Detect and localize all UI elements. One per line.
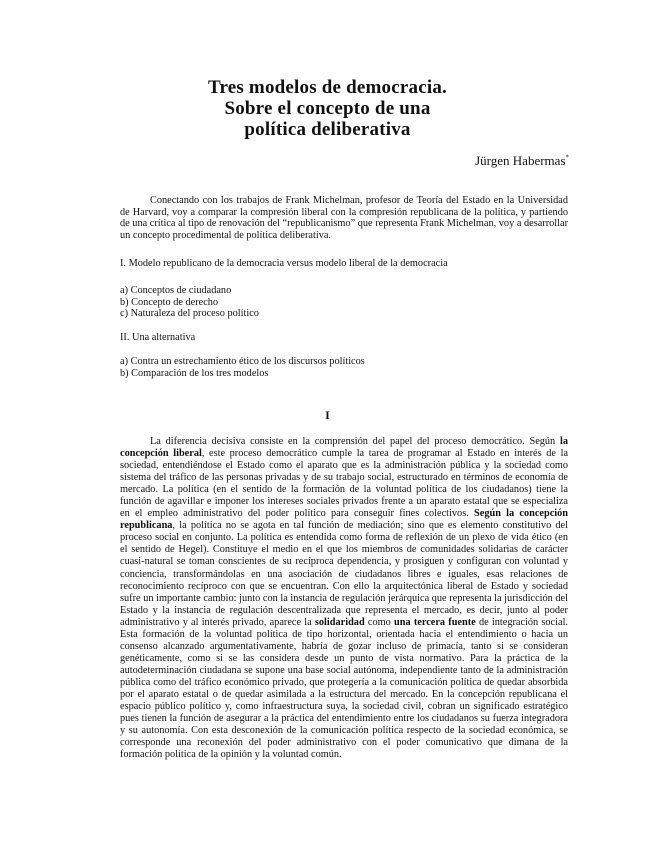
section-numeral: I bbox=[325, 408, 330, 422]
toc-part2-heading: II. Una alternativa bbox=[120, 332, 196, 343]
author-name: Jürgen Habermas bbox=[475, 153, 566, 168]
body-bold-term: solidaridad bbox=[314, 616, 365, 628]
toc-part2-item: b) Comparación de los tres modelos bbox=[120, 367, 269, 379]
toc-part1-heading: I. Modelo republicano de la democracia versus modelo liberal de la democracia bbox=[120, 258, 448, 269]
author-footnote-mark: * bbox=[565, 153, 569, 162]
body-text-segment: , este proceso democrático cumple la tarea de programar al Estado en interés de la sociedad, entendiéndose el Estado como el aparato que es la administración pública y la sociedad como sistema del tráfico de las personas privadas y de su trabajo social, estructurado en términos de economía de mercado. La política (en el sentido de la formación de la voluntad política de los ciudadanos) tiene la función de agavillar e imponer los intereses sociales privados frente a un aparato estatal que se especializa en el empleo administrativo del poder político para conseguir fines colectivos. bbox=[120, 448, 569, 520]
body-text-segment: , la política no se agota en tal función de mediación; sino que es elemento constitutivo del proceso social en conjunto. La política es entendida como forma de reflexión de un plexo de vida ético (en el sentido de Hegel). Constituye el medio en el que los miembros de comunidades solidarias de carácter cuasi-natural se toman conscientes de su recíproca dependencia, y prosiguen y configuran con voluntad y conciencia, transformándolas en una asociación de ciudadanos libres e iguales, esas relaciones de reconocimiento recíproco con que se encuentran. Con ello la arquitectónica liberal de Estado y sociedad sufre un importante cambio: junto con la instancia de regulación jerárquica que representa la jurisdicción del Estado y la instancia de regulación descentralizada que representa el mercado, es decir, junto al poder administrativo y al interés privado, aparece la bbox=[120, 520, 568, 628]
author-byline bbox=[475, 153, 569, 169]
body-bold-term: la concepción liberal bbox=[120, 436, 568, 460]
body-bold-term: Según la concepción republicana bbox=[120, 508, 568, 532]
body-text-segment: de integración social. Esta formación de la voluntad política de tipo horizontal, orientada hacia el entendimiento o hacia un consenso alcanzado argumentativamente, habría de gozar incluso de primacía, tanto si se consideran genéticamente, como si se las considera desde un punto de vista normativo. Para la práctica de la autodeterminación ciudadana se supone una base social autónoma, independiente tanto de la administración pública como del tráfico económico privado, que protegería a la comunicación política de quedar absorbida por el aparato estatal o de quedar asimilada a la estructura del mercado. En la concepción republicana el espacio público político y, como infraestructura suya, la sociedad civil, cobran un significado estratégico pues tienen la función de asegurar a la práctica del entendimiento entre los ciudadanos su fuerza integradora y su autonomía. Con esta desconexión de la comunicación política respecto de la sociedad económica, se corresponde una reconexión del poder administrativo con el poder comunicativo que dimana de la formación política de la opinión y la voluntad común. bbox=[120, 616, 568, 761]
section-body-paragraph bbox=[120, 436, 568, 761]
body-text-segment: La diferencia decisiva consiste en la comprensión del papel del proceso democrático. Según bbox=[150, 436, 560, 447]
body-bold-term: una tercera fuente bbox=[394, 616, 476, 628]
toc-part1-item: c) Naturaleza del proceso político bbox=[120, 308, 259, 320]
toc-part1-item: a) Conceptos de ciudadano bbox=[120, 285, 232, 296]
intro-paragraph: Conectando con los trabajos de Frank Michelman, profesor de Teoría del Estado en la Universidad de Harvard, voy a comparar la compresión liberal con la compresión republicana de la política, y partiendo de una crítica al tipo de renovación del “republicanismo” que representa Frank Michelman, voy a desarrollar un concepto procedimental de política deliberativa. bbox=[120, 195, 568, 241]
title-line-2: Sobre el concepto de una bbox=[224, 98, 431, 119]
title-line-3: política deliberativa bbox=[244, 119, 411, 140]
toc-part2-item: a) Contra un estrechamiento ético de los discursos políticos bbox=[120, 356, 365, 367]
toc-part1-item: b) Concepto de derecho bbox=[120, 296, 219, 308]
body-text-segment: como bbox=[364, 616, 394, 628]
title-line-1: Tres modelos de democracia. bbox=[208, 77, 447, 98]
